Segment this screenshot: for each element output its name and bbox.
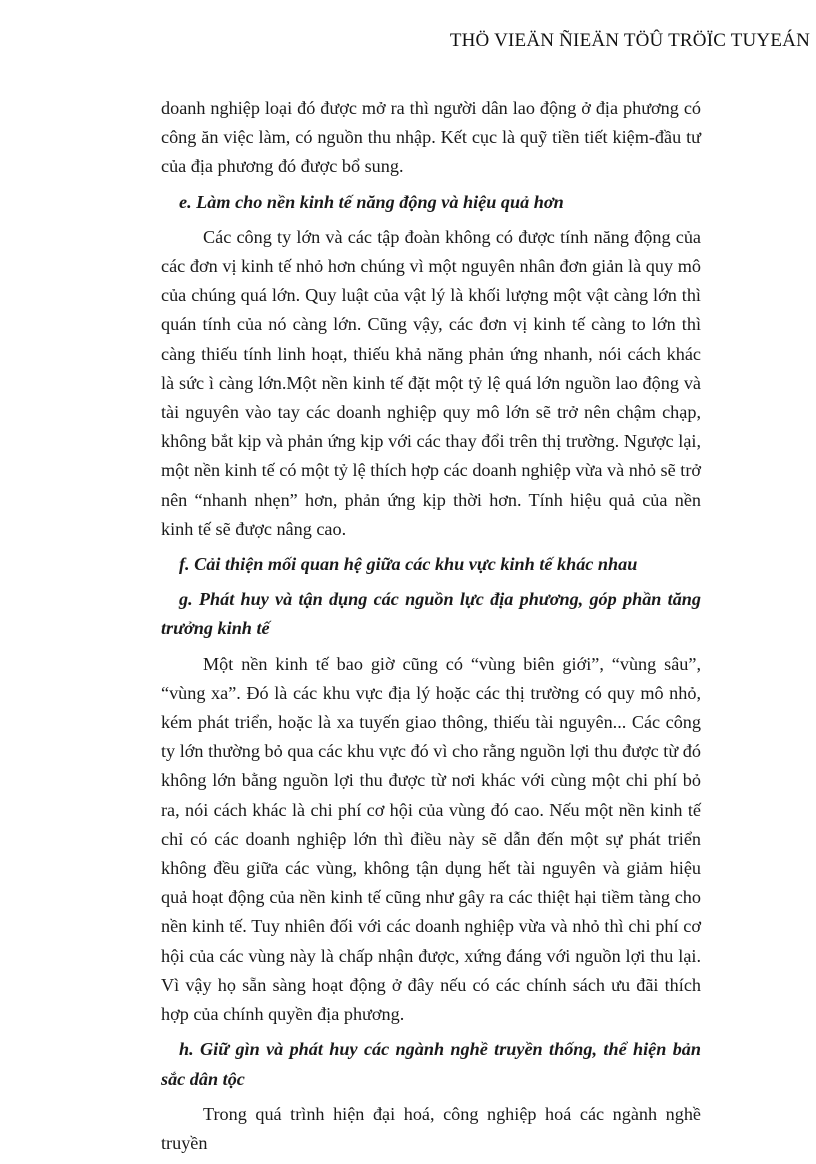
section-heading-e: e. Làm cho nền kinh tế năng động và hiệu quả hơn [179, 191, 564, 212]
section-heading-h: h. Giữ gìn và phát huy các ngành nghề truyền thống, thể hiện bản sắc dân tộc [161, 1039, 701, 1089]
paragraph-local-resources: Một nền kinh tế bao giờ cũng có “vùng biên giới”, “vùng sâu”, “vùng xa”. Đó là các khu vực địa lý hoặc các thị trường có quy mô nhỏ, kém phát triển, hoặc là xa tuyến giao thông, thiếu tài nguyên... Các công ty lớn thường bỏ qua các khu vực đó vì cho rằng nguồn lợi thu được từ đó không lớn bằng nguồn lợi thu được từ nơi khác với cùng một chi phí bỏ ra, nói cách khác là chi phí cơ hội của vùng đó cao. Nếu một nền kinh tế chỉ có các doanh nghiệp lớn thì điều này sẽ dẫn đến một sự phát triển không đều giữa các vùng, không tận dụng hết tài nguyên và giảm hiệu quả hoạt động của nền kinh tế cũng như gây ra các thiệt hại tiềm tàng cho nền kinh tế. Tuy nhiên đối với các doanh nghiệp vừa và nhỏ thì chi phí cơ hội của các vùng này là chấp nhận được, xứng đáng với nguồn lợi thu lại. Vì vậy họ sẵn sàng hoạt động ở đây nếu có các chính sách ưu đãi thích hợp của chính quyền địa phương. [161, 653, 701, 1025]
section-heading-f: f. Cải thiện mối quan hệ giữa các khu vực kinh tế khác nhau [179, 554, 638, 575]
paragraph-dynamic-economy: Các công ty lớn và các tập đoàn không có được tính năng động của các đơn vị kinh tế nhỏ hơn chúng vì một nguyên nhân đơn giản là quy mô của chúng quá lớn. Quy luật của vật lý là khối lượng một vật càng lớn thì quán tính của nó càng lớn. Cũng vậy, các đơn vị kinh tế càng to lớn thì càng thiếu tính linh hoạt, thiếu khả năng phản ứng nhanh, nói cách khác là sức ì càng lớn.Một nền kinh tế đặt một tỷ lệ quá lớn nguồn lao động và tài nguyên vào tay các doanh nghiệp quy mô lớn sẽ trở nên chậm chạp, không bắt kịp và phản ứng kịp với các thay đổi trên thị trường. Ngược lại, một nền kinh tế có một tỷ lệ thích hợp các doanh nghiệp vừa và nhỏ sẽ trở nên “nhanh nhẹn” hơn, phản ứng kịp thời hơn. Tính hiệu quả của nền kinh tế sẽ được nâng cao. [161, 226, 701, 539]
paragraph-continued: doanh nghiệp loại đó được mở ra thì người dân lao động ở địa phương có công ăn việc làm, có nguồn thu nhập. Kết cục là quỹ tiền tiết kiệm-đầu tư của địa phương đó được bổ sung. [161, 98, 701, 177]
section-heading-g: g. Phát huy và tận dụng các nguồn lực địa phương, góp phần tăng trưởng kinh tế [161, 589, 701, 639]
document-body [161, 94, 701, 1164]
page-header-title: THÖ VIEÄN ÑIEÄN TÖÛ TRÖÏC TUYEÁN [449, 30, 810, 51]
paragraph-traditional-crafts: Trong quá trình hiện đại hoá, công nghiệp hoá các ngành nghề truyền [161, 1103, 701, 1153]
